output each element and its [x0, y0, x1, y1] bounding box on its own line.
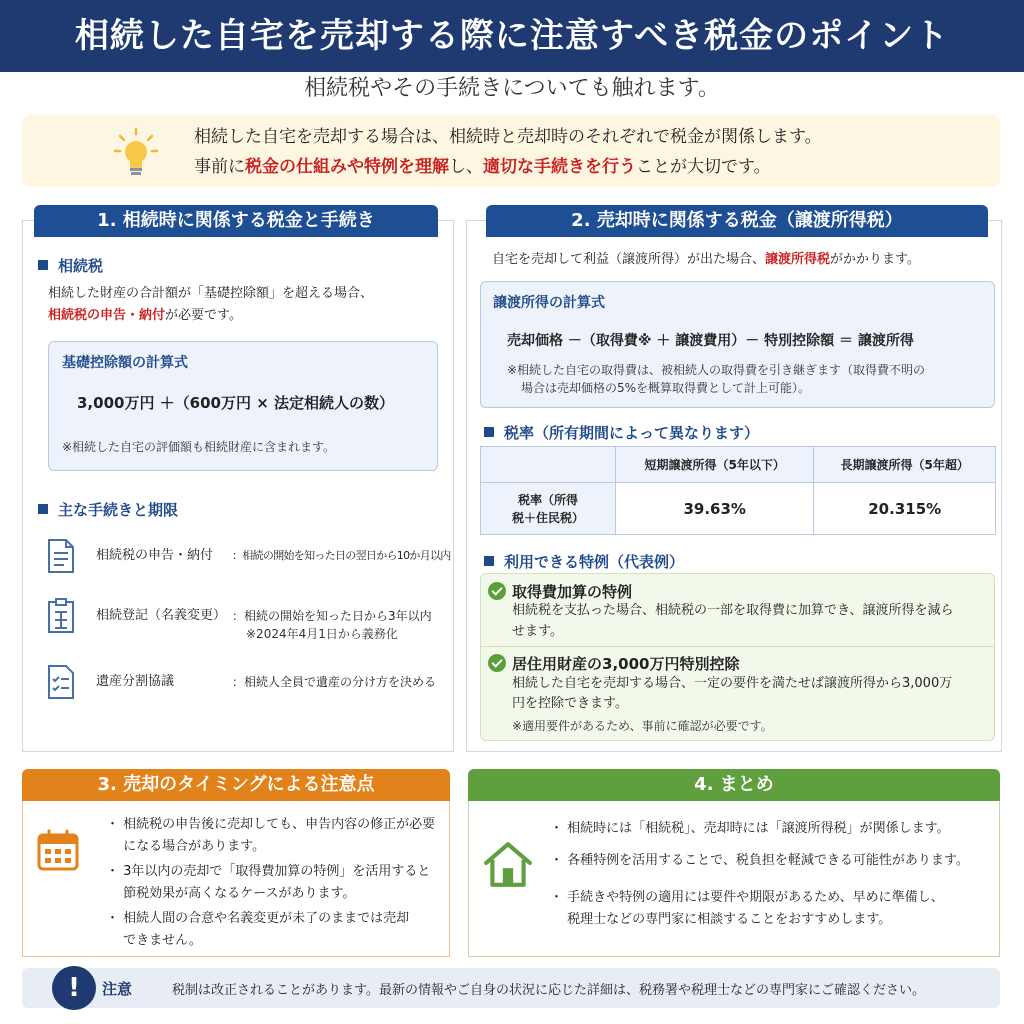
inheritance-tax-heading: 相続税: [38, 255, 103, 276]
capital-gains-note: ※相続した自宅の取得費は、被相続人の取得費を引き継ぎます（取得費不明の: [507, 363, 926, 377]
section-1-title: 1. 相続時に関係する税金と手続き: [34, 205, 438, 237]
special-note: ※適用要件があるため、事前に確認が必要です。: [512, 719, 773, 733]
intro-box: [22, 115, 1000, 187]
section-4-title: 4. まとめ: [468, 769, 1000, 801]
procedure-name: 相続税の申告・納付: [96, 548, 214, 563]
long-term-header: 長期譲渡所得（5年超）: [814, 447, 996, 483]
special-text: 円を控除できます。: [512, 696, 628, 711]
page-subtitle: 相続税やその手続きについても触れます。: [304, 76, 720, 101]
inheritance-tax-text-2: 相続税の申告・納付が必要です。: [48, 308, 242, 323]
intro-line-2: 事前に税金の仕組みや特例を理解し、適切な手続きを行うことが大切です。: [194, 157, 771, 177]
calendar-icon: [36, 828, 80, 872]
procedure-deadline: ：相続の開始を知った日の翌日から10か月以内: [232, 549, 451, 562]
basic-deduction-formula: 3,000万円 ＋（600万円 × 法定相続人の数）: [77, 394, 394, 412]
timing-bullet: できません。: [106, 933, 202, 948]
short-term-header: 短期譲渡所得（5年以下）: [616, 447, 814, 483]
capital-gains-intro: 自宅を売却して利益（譲渡所得）が出た場合、譲渡所得税がかかります。: [492, 252, 920, 267]
summary-bullet: ・ 各種特例を活用することで、税負担を軽減できる可能性があります。: [550, 853, 969, 868]
procedure-note: ※2024年4月1日から義務化: [246, 627, 398, 641]
basic-deduction-note: ※相続した自宅の評価額も相続財産に含まれます。: [62, 440, 336, 454]
check-icon: [488, 582, 506, 600]
summary-bullet: ・ 手続きや特例の適用には要件や期限があるため、早めに準備し、: [550, 890, 944, 905]
divider: [480, 646, 995, 647]
section-3-title: 3. 売却のタイミングによる注意点: [22, 769, 450, 801]
exclamation-icon: !: [52, 966, 96, 1010]
section-2-title: 2. 売却時に関係する税金（譲渡所得税）: [486, 205, 988, 237]
inheritance-tax-text: 相続した財産の合計額が「基礎控除額」を超える場合、: [48, 286, 374, 301]
procedures-heading: 主な手続きと期限: [38, 499, 178, 520]
timing-bullet: ・ 3年以内の売却で「取得費加算の特例」を活用すると: [106, 864, 431, 879]
check-icon: [488, 654, 506, 672]
caution-label: 注意: [102, 980, 133, 998]
page-header: [0, 0, 1024, 72]
page-title: 相続した自宅を売却する際に注意すべき税金のポイント: [74, 16, 950, 56]
procedure-name: 遺産分割協議: [96, 674, 175, 689]
rate-row-label: 税率（所得 税＋住民税）: [481, 483, 616, 535]
tax-rate-table: [480, 446, 996, 535]
long-term-rate: 20.315%: [814, 483, 996, 535]
special-title: 居住用財産の3,000万円特別控除: [512, 655, 740, 673]
lightbulb-icon: [114, 127, 158, 177]
tax-rate-heading: 税率（所有期間によって異なります）: [484, 422, 759, 443]
timing-bullet: 節税効果が高くなるケースがあります。: [106, 886, 356, 901]
capital-gains-formula-box: [480, 281, 995, 408]
summary-bullet: ・ 相続時には「相続税」、売却時には「譲渡所得税」が関係します。: [550, 821, 950, 836]
capital-gains-formula: 売却価格 －（取得費※ ＋ 譲渡費用）－ 特別控除額 ＝ 譲渡所得: [507, 333, 914, 349]
capital-gains-formula-title: 譲渡所得の計算式: [493, 295, 605, 311]
special-provisions-heading: 利用できる特例（代表例）: [484, 551, 684, 572]
procedure-name: 相続登記（名義変更）: [96, 608, 227, 623]
intro-line-1: 相続した自宅を売却する場合は、相続時と売却時のそれぞれで税金が関係します。: [194, 127, 822, 147]
special-title: 取得費加算の特例: [512, 583, 633, 601]
document-icon: [46, 538, 76, 574]
caution-bar: [22, 968, 1000, 1008]
capital-gains-note-2: 場合は売却価格の5%を概算取得費として計上可能）。: [521, 381, 811, 395]
checklist-icon: [46, 664, 76, 700]
special-text: せます。: [512, 624, 563, 639]
house-icon: [482, 840, 534, 888]
procedure-deadline: ：相続人全員で遺産の分け方を決める: [232, 675, 437, 689]
registry-icon: [46, 598, 76, 634]
caution-text: 税制は改正されることがあります。最新の情報やご自身の状況に応じた詳細は、税務署や税理士などの専門家にご確認ください。: [172, 983, 925, 998]
special-text: 相続税を支払った場合、相続税の一部を取得費に加算でき、譲渡所得を減ら: [512, 603, 954, 618]
procedure-deadline: ：相続の開始を知った日から3年以内: [232, 609, 432, 623]
highlight-text: 適切な手続きを行う: [483, 157, 636, 177]
basic-deduction-title: 基礎控除額の計算式: [62, 355, 188, 371]
basic-deduction-box: [48, 341, 438, 471]
highlight-text: 税金の仕組みや特例を理解: [245, 157, 449, 177]
special-text: 相続した自宅を売却する場合、一定の要件を満たせば譲渡所得から3,000万: [512, 676, 953, 691]
short-term-rate: 39.63%: [616, 483, 814, 535]
timing-bullet: ・ 相続人間の合意や名義変更が未了のままでは売却: [106, 911, 410, 926]
timing-bullet: ・ 相続税の申告後に売却しても、申告内容の修正が必要: [106, 817, 436, 832]
summary-bullet: 税理士などの専門家に相談することをおすすめします。: [550, 912, 892, 927]
timing-bullet: になる場合があります。: [106, 839, 266, 854]
